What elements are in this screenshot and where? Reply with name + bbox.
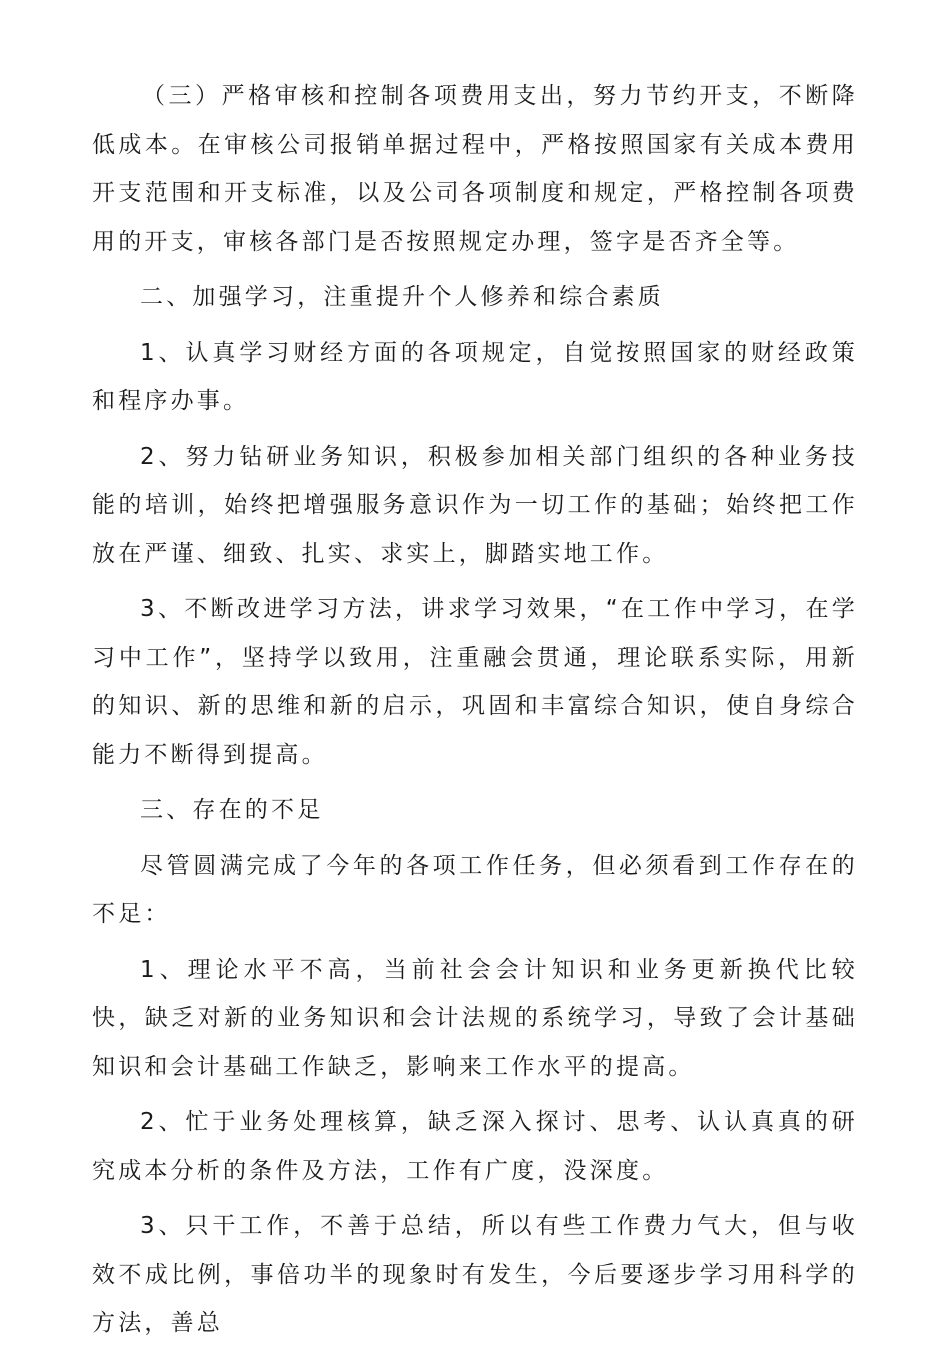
heading-strengthen-learning: 二、加强学习，注重提升个人修养和综合素质: [140, 284, 664, 310]
paragraph-theory-level: 1、理论水平不高，当前社会会计知识和业务更新换代比较快，缺乏对新的业务知识和会计法规的系统学习，导致了会计基础知识和会计基础工作缺乏，影响来工作水平的提高。: [92, 956, 858, 1080]
paragraph-lack-summary: 3、只干工作，不善于总结，所以有些工作费力气大，但与收效不成比例，事倍功半的现象时有发生，今后要逐步学习用科学的方法，善总: [92, 1213, 858, 1336]
document-page: [92, 72, 858, 1355]
paragraph-business-knowledge: 2、努力钻研业务知识，积极参加相关部门组织的各种业务技能的培训，始终把增强服务意识作为一切工作的基础；始终把工作放在严谨、细致、扎实、求实上，脚踏实地工作。: [92, 443, 858, 567]
paragraph-cost-control: （三）严格审核和控制各项费用支出，努力节约开支，不断降低成本。在审核公司报销单据过程中，严格按照国家有关成本费用开支范围和开支标准，以及公司各项制度和规定，严格控制各项费用的开支，审核各部门是否按照规定办理，签字是否齐全等。: [92, 83, 858, 255]
paragraph-shortcomings-intro: 尽管圆满完成了今年的各项工作任务，但必须看到工作存在的不足：: [92, 852, 858, 927]
paragraph-study-regulations: 1、认真学习财经方面的各项规定，自觉按照国家的财经政策和程序办事。: [92, 339, 858, 414]
heading-shortcomings: 三、存在的不足: [140, 797, 324, 823]
paragraph-learning-methods: 3、不断改进学习方法，讲求学习效果，“在工作中学习，在学习中工作”，坚持学以致用，注重融会贯通，理论联系实际，用新的知识、新的思维和新的启示，巩固和丰富综合知识，使自身综合能力不断得到提高。: [92, 596, 858, 768]
paragraph-busy-accounting: 2、忙于业务处理核算，缺乏深入探讨、思考、认认真真的研究成本分析的条件及方法，工作有广度，没深度。: [92, 1109, 858, 1184]
